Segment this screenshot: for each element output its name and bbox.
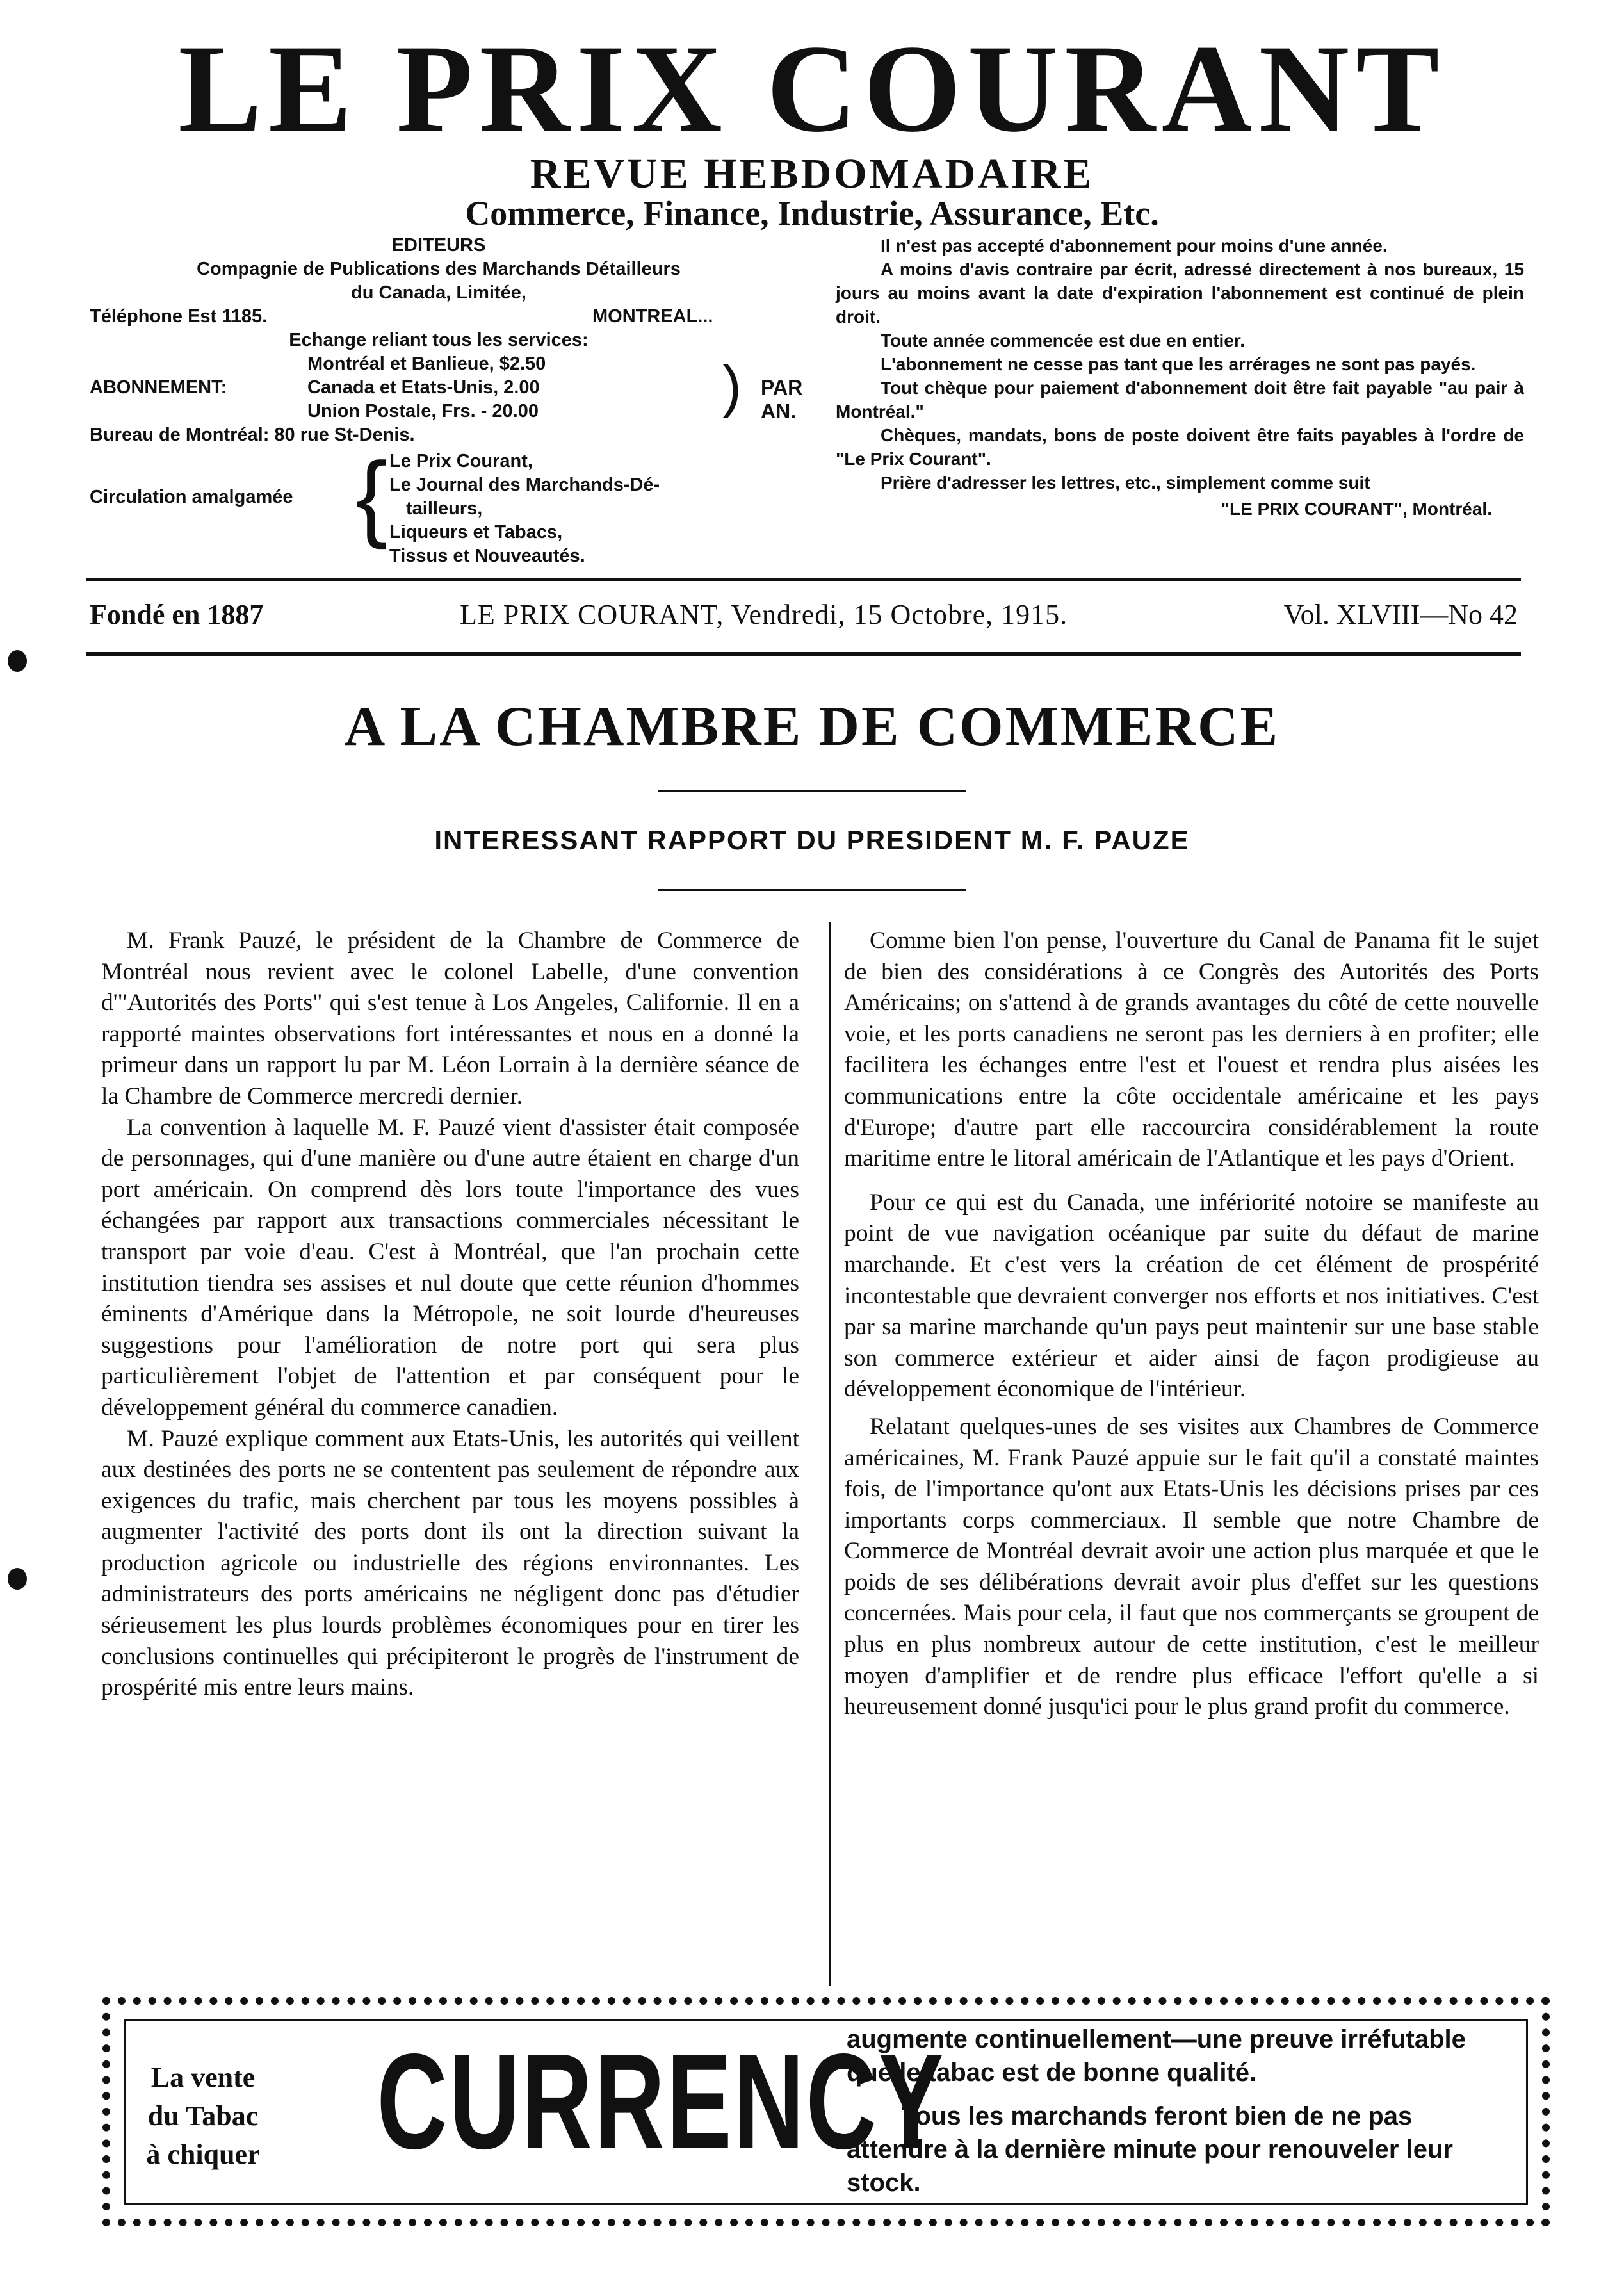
- article-column-left: [101, 926, 799, 1704]
- telephone: Téléphone Est 1185.: [90, 306, 268, 327]
- address-signature: "LE PRIX COURANT", Montréal.: [1221, 499, 1492, 519]
- condition-text: Tout chèque pour paiement d'abonnement doit être fait payable "au pair à Montréal.": [836, 378, 1524, 421]
- circulation-item: Tissus et Nouveautés.: [389, 546, 585, 566]
- ad-brand: CURRENCY: [377, 2025, 946, 2177]
- subscription-conditions: [836, 234, 1524, 521]
- rate-union: Union Postale, Frs. - 20.00: [307, 401, 539, 421]
- masthead-tagline: Commerce, Finance, Industrie, Assurance, Etc.: [465, 194, 1159, 232]
- condition-text: Toute année commencée est due en entier.: [881, 330, 1245, 350]
- column-divider: [829, 922, 831, 1986]
- subscription-block: [83, 352, 803, 423]
- header-rule-top: [86, 578, 1521, 581]
- binding-hole-mark: [8, 650, 27, 672]
- circulation-block: [83, 442, 794, 566]
- currency-tobacco-ad: [102, 1997, 1550, 2226]
- condition-text: Chèques, mandats, bons de poste doivent être faits payables à l'ordre de "Le Prix Courant".: [836, 425, 1524, 469]
- city: MONTREAL...: [592, 306, 713, 327]
- subscription-label: ABONNEMENT:: [90, 377, 227, 398]
- circulation-item: tailleurs,: [406, 498, 483, 519]
- circulation-item: Liqueurs et Tabacs,: [389, 522, 563, 542]
- circulation-item: Le Journal des Marchands-Dé-: [389, 475, 660, 495]
- bureau-line: Bureau de Montréal: 80 rue St-Denis.: [90, 425, 415, 445]
- founded-year: Fondé en 1887: [90, 599, 264, 630]
- editeurs-heading: EDITEURS: [391, 235, 486, 256]
- rate-canada: Canada et Etats-Unis, 2.00: [307, 377, 540, 398]
- company-line-1: Compagnie de Publications des Marchands Détailleurs: [197, 259, 681, 279]
- circulation-brace: {: [355, 442, 388, 550]
- rate-montreal: Montréal et Banlieue, $2.50: [307, 354, 546, 374]
- exchange-line: Echange reliant tous les services:: [289, 330, 589, 350]
- circulation-label: Circulation amalgamée: [90, 487, 293, 507]
- article-paragraph: Relatant quelques-unes de ses visites aux Chambres de Commerce américaines, M. Frank Pauzé appuie sur le fait qu'il a constaté maintes fois, de l'importance qu'ont aux Etats-Unis les décisions prises par ces importants corps commerciaux. Il semble que notre Chambre de Commerce de Montréal devrait avoir une action plus marquée et que le poids de ses délibérations devrait avoir plus d'effet sur les questions concernées. Mais pour cela, il faut que nos commerçants se groupent de plus en plus nombreux autour de cette institution, c'est le meilleur moyen d'amplifier et de rendre plus efficace l'effort qu'elle a si heureusement donné jusqu'ici pour le plus grand profit du commerce.: [844, 1413, 1539, 1720]
- article-column-right: [844, 926, 1539, 1723]
- condition-text: Prière d'adresser les lettres, etc., simplement comme suit: [881, 473, 1370, 493]
- per-year: PAR AN.: [761, 376, 803, 423]
- circulation-item: Le Prix Courant,: [389, 451, 533, 471]
- article-paragraph: M. Frank Pauzé, le président de la Chambre de Commerce de Montréal nous revient avec le colonel Labelle, d'une convention d'"Autorités des Ports" qui s'est tenue à Los Angeles, Californie. Il en a rapporté maintes observations fort intéressantes et nous en a donné la primeur dans un rapport lu par M. Léon Lorrain à la dernière séance de la Chambre de Commerce mercredi dernier.: [101, 927, 799, 1109]
- ad-right-text: augmente continuellement—une preuve irréfutable que le tabac est de bonne qualité. Tous les marchands feront bien de ne pas attendre à la dernière minute pour renouveler leur stock.: [847, 2025, 1466, 2197]
- publisher-info: [83, 234, 803, 566]
- article-paragraph: M. Pauzé explique comment aux Etats-Unis, les autorités qui veillent aux destinées des ports ne se contentent pas seulement de répondre aux exigences du trafic, mais cherchent par tous les moyens possibles à augmenter l'activité des ports dont ils ont la direction suivant la production agricole ou industrielle des régions environnantes. Les administrateurs des ports américains ne négligent donc pas d'étudier sérieusement les plus lourds problèmes économiques pour en tirer les conclusions continuelles qui précipiteront le progrès de l'instrument de prospérité mis entre leurs mains.: [101, 1425, 799, 1701]
- binding-hole-mark: [8, 1568, 27, 1590]
- article-paragraph: Pour ce qui est du Canada, une infériorité notoire se manifeste au point de vue navigation océanique par suite du défaut de marine marchande. Et c'est vers la création de cet élément de prospérité incontestable que devraient converger nos efforts et nos initiatives. C'est par sa marine marchande qu'un pays peut maintenir sur une base stable son commerce extérieur et aider ainsi de façon prodigieuse au développement économique de l'intérieur.: [844, 1189, 1539, 1403]
- article-subtitle: INTERESSANT RAPPORT DU PRESIDENT M. F. PAUZE: [434, 825, 1190, 855]
- condition-text: L'abonnement ne cesse pas tant que les arrérages ne sont pas payés.: [881, 354, 1476, 374]
- masthead-subtitle: REVUE HEBDOMADAIRE: [530, 151, 1094, 197]
- condition-text: A moins d'avis contraire par écrit, adressé directement à nos bureaux, 15 jours au moins avant la date d'expiration l'abonnement est continué de plein droit.: [836, 259, 1524, 327]
- phone-city-row: [83, 305, 794, 329]
- ad-left-text: La vente du Tabac à chiquer: [146, 2062, 260, 2170]
- article-paragraph: La convention à laquelle M. F. Pauzé vient d'assister était composée de personnages, qui d'une manière ou d'une autre étaient en charge d'un port américain. On comprend dès lors toute l'importance des vues échangées par rapport aux transactions commerciales nécessitant le transport par voie d'eau. C'est à Montréal, que l'an prochain cette institution tiendra ses assises et nul doute que cette réunion d'hommes éminents d'Amérique dans la Métropole, ne soit lourde d'heureuses suggestions pour l'amélioration de notre port qui sera plus particulièrement l'objet de l'attention et par conséquent pour le développement général du commerce canadien.: [101, 1114, 799, 1421]
- masthead-title: LE PRIX COURANT: [178, 19, 1446, 158]
- issue-date: LE PRIX COURANT, Vendredi, 15 Octobre, 1915.: [460, 599, 1068, 630]
- subtitle-rule: [658, 889, 966, 891]
- article-paragraph: Comme bien l'on pense, l'ouverture du Canal de Panama fit le sujet de bien des considérations à ce Congrès des Autorités des Ports Américains; on s'attend à de grands avantages du côté de cette nouvelle voie, et les ports canadiens ne seront pas les derniers à en profiter; elle facilitera les échanges entre l'est et l'ouest et rendra plus aisées les communications entre la côte occidentale américaine et les pays d'Europe; d'autre part elle raccourcira considérablement la route maritime entre le litoral américain de l'Atlantique et les pays d'Orient.: [844, 927, 1539, 1172]
- condition-text: Il n'est pas accepté d'abonnement pour moins d'une année.: [881, 236, 1388, 256]
- header-rule-bottom: [86, 652, 1521, 656]
- title-rule: [658, 790, 966, 792]
- volume-number: Vol. XLVIII—No 42: [1283, 599, 1518, 630]
- dateline: [90, 596, 1518, 634]
- rates-paren: ): [722, 355, 742, 419]
- article-title: A LA CHAMBRE DE COMMERCE: [344, 696, 1280, 758]
- company-line-2: du Canada, Limitée,: [351, 282, 526, 303]
